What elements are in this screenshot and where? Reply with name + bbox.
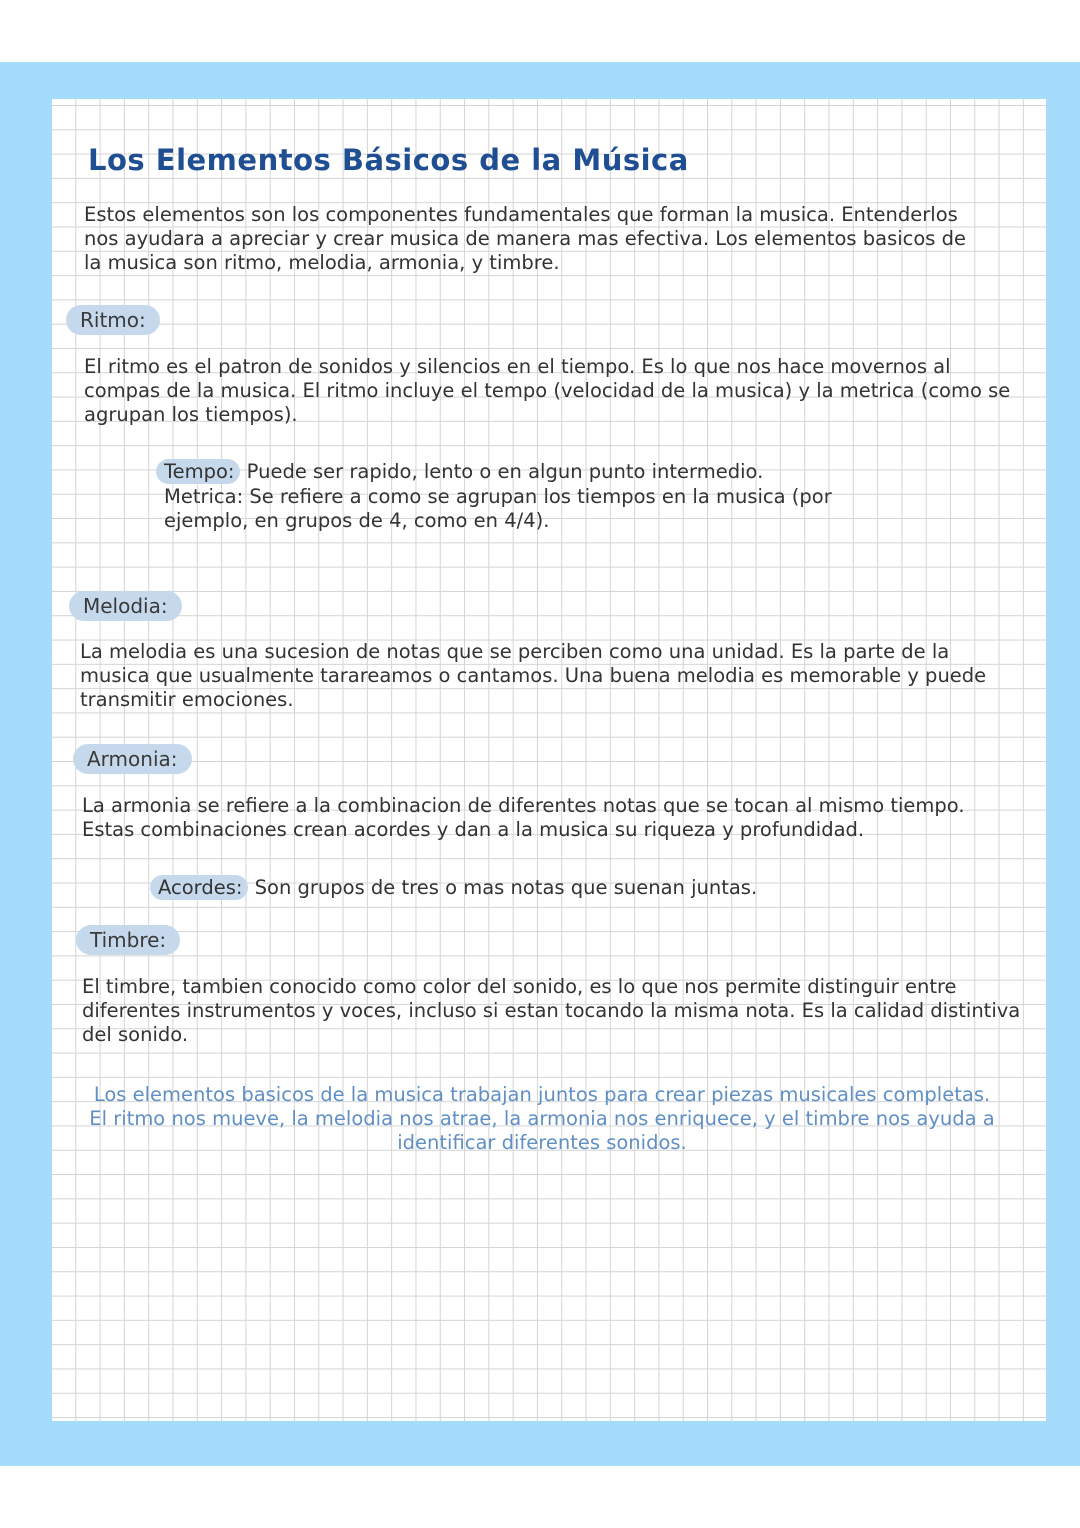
ritmo-paragraph: El ritmo es el patron de sonidos y silencios en el tiempo. Es lo que nos hace movernos al compas de la musica. El ritmo incluye el tempo (velocidad de la musica) y la metrica (como se agrupan los tiempos).: [84, 355, 1011, 426]
metrica-label: Metrica:: [164, 485, 244, 508]
metrica-text: Se refiere a como se agrupan los tiempos en la musica (por ejemplo, en grupos de 4, como en 4/4).: [164, 485, 832, 532]
section-label-armonia: Armonia:: [73, 744, 192, 774]
melodia-paragraph: La melodia es una sucesion de notas que se perciben como una unidad. Es la parte de la musica que usualmente tarareamos o cantamos. Una buena melodia es memorable y puede transmitir emociones.: [80, 640, 987, 711]
tempo-item: [164, 460, 864, 484]
page-title: Los Elementos Básicos de la Música: [88, 143, 689, 177]
tempo-text: Puede ser rapido, lento o en algun punto intermedio.: [246, 460, 764, 483]
intro-paragraph: Estos elementos son los componentes fundamentales que forman la musica. Entenderlos nos ayudara a apreciar y crear musica de manera mas efectiva. Los elementos basicos de la musica son ritmo, melodia, armonia, y timbre.: [84, 203, 967, 274]
tempo-label: Tempo:: [156, 459, 240, 484]
section-label-melodia: Melodia:: [69, 591, 182, 621]
grid-paper-sheet: [52, 99, 1046, 1421]
acordes-text: Son grupos de tres o mas notas que suenan juntas.: [254, 876, 758, 899]
metrica-item: [164, 485, 864, 533]
armonia-paragraph: La armonia se refiere a la combinacion de diferentes notas que se tocan al mismo tiempo. Estas combinaciones crean acordes y dan a la musica su riqueza y profundidad.: [82, 794, 965, 841]
acordes-item: [158, 876, 858, 900]
timbre-paragraph: El timbre, tambien conocido como color del sonido, es lo que nos permite distinguir entre diferentes instrumentos y voces, incluso si estan tocando la misma nota. Es la calidad distintiva del sonido.: [82, 975, 1021, 1046]
section-label-timbre: Timbre:: [76, 925, 180, 955]
acordes-label: Acordes:: [150, 875, 248, 900]
closing-summary: Los elementos basicos de la musica trabajan juntos para crear piezas musicales completas. El ritmo nos mueve, la melodia nos atrae, la armonia nos enriquece, y el timbre nos ayuda a identificar diferentes sonidos.: [89, 1083, 995, 1154]
section-label-ritmo: Ritmo:: [66, 305, 160, 335]
